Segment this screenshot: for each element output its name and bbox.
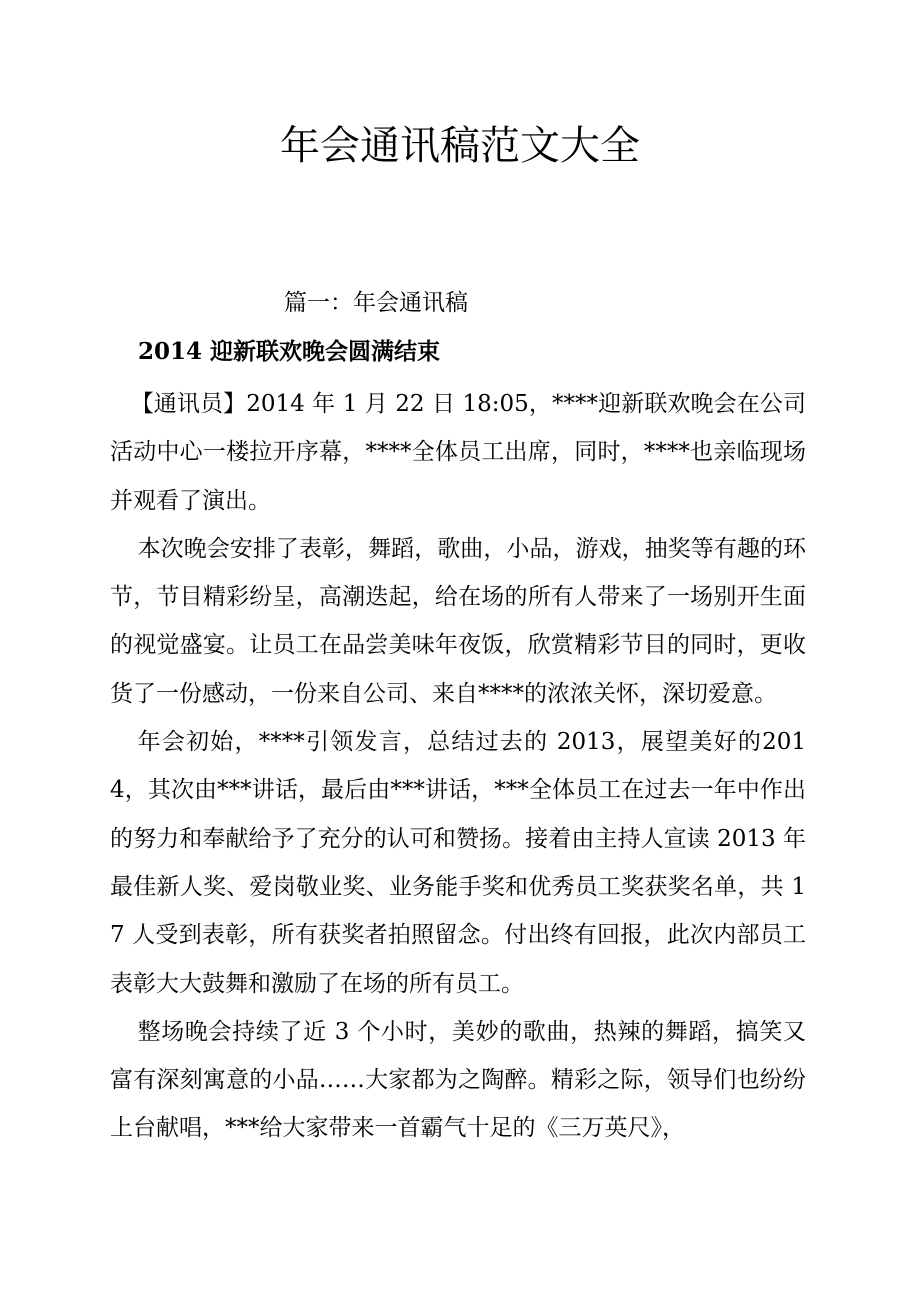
article-subheading: 2014 迎新联欢晚会圆满结束 <box>138 338 441 365</box>
paragraph-opening-awards: 年会初始，****引领发言，总结过去的 2013，展望美好的2014，其次由***讲话，最后由***讲话，***全体员工在过去一年中作出的努力和奉献给予了充分的认可和赞扬。接着由主持人宣读 2013 年最佳新人奖、爱岗敬业奖、业务能手奖和优秀员工奖获奖名单，共 17 人受到表彰，所有获奖者拍照留念。付出终有回报，此次内部员工表彰大大鼓舞和激励了在场的所有员工。 <box>110 729 806 997</box>
article-body <box>110 380 806 1153</box>
paragraph-correspondent: 【通讯员】2014 年 1 月 22 日 18:05，****迎新联欢晚会在公司活动中心一楼拉开序幕，****全体员工出席，同时，****也亲临现场并观看了演出。 <box>110 391 806 514</box>
paragraph-program: 本次晚会安排了表彰，舞蹈，歌曲，小品，游戏，抽奖等有趣的环节，节目精彩纷呈，高潮迭起，给在场的所有人带来了一场别开生面的视觉盛宴。让员工在品尝美味年夜饭，欣赏精彩节目的同时，更收货了一份感动，一份来自公司、来自****的浓浓关怀，深切爱意。 <box>110 535 806 707</box>
document-title: 年会通讯稿范文大全 <box>280 123 640 169</box>
section-heading: 篇一：年会通讯稿 <box>284 290 468 316</box>
paragraph-performances: 整场晚会持续了近 3 个小时，美妙的歌曲，热辣的舞蹈，搞笑又富有深刻寓意的小品……大家都为之陶醉。精彩之际，领导们也纷纷上台献唱，***给大家带来一首霸气十足的《三万英尺》， <box>110 1018 806 1142</box>
